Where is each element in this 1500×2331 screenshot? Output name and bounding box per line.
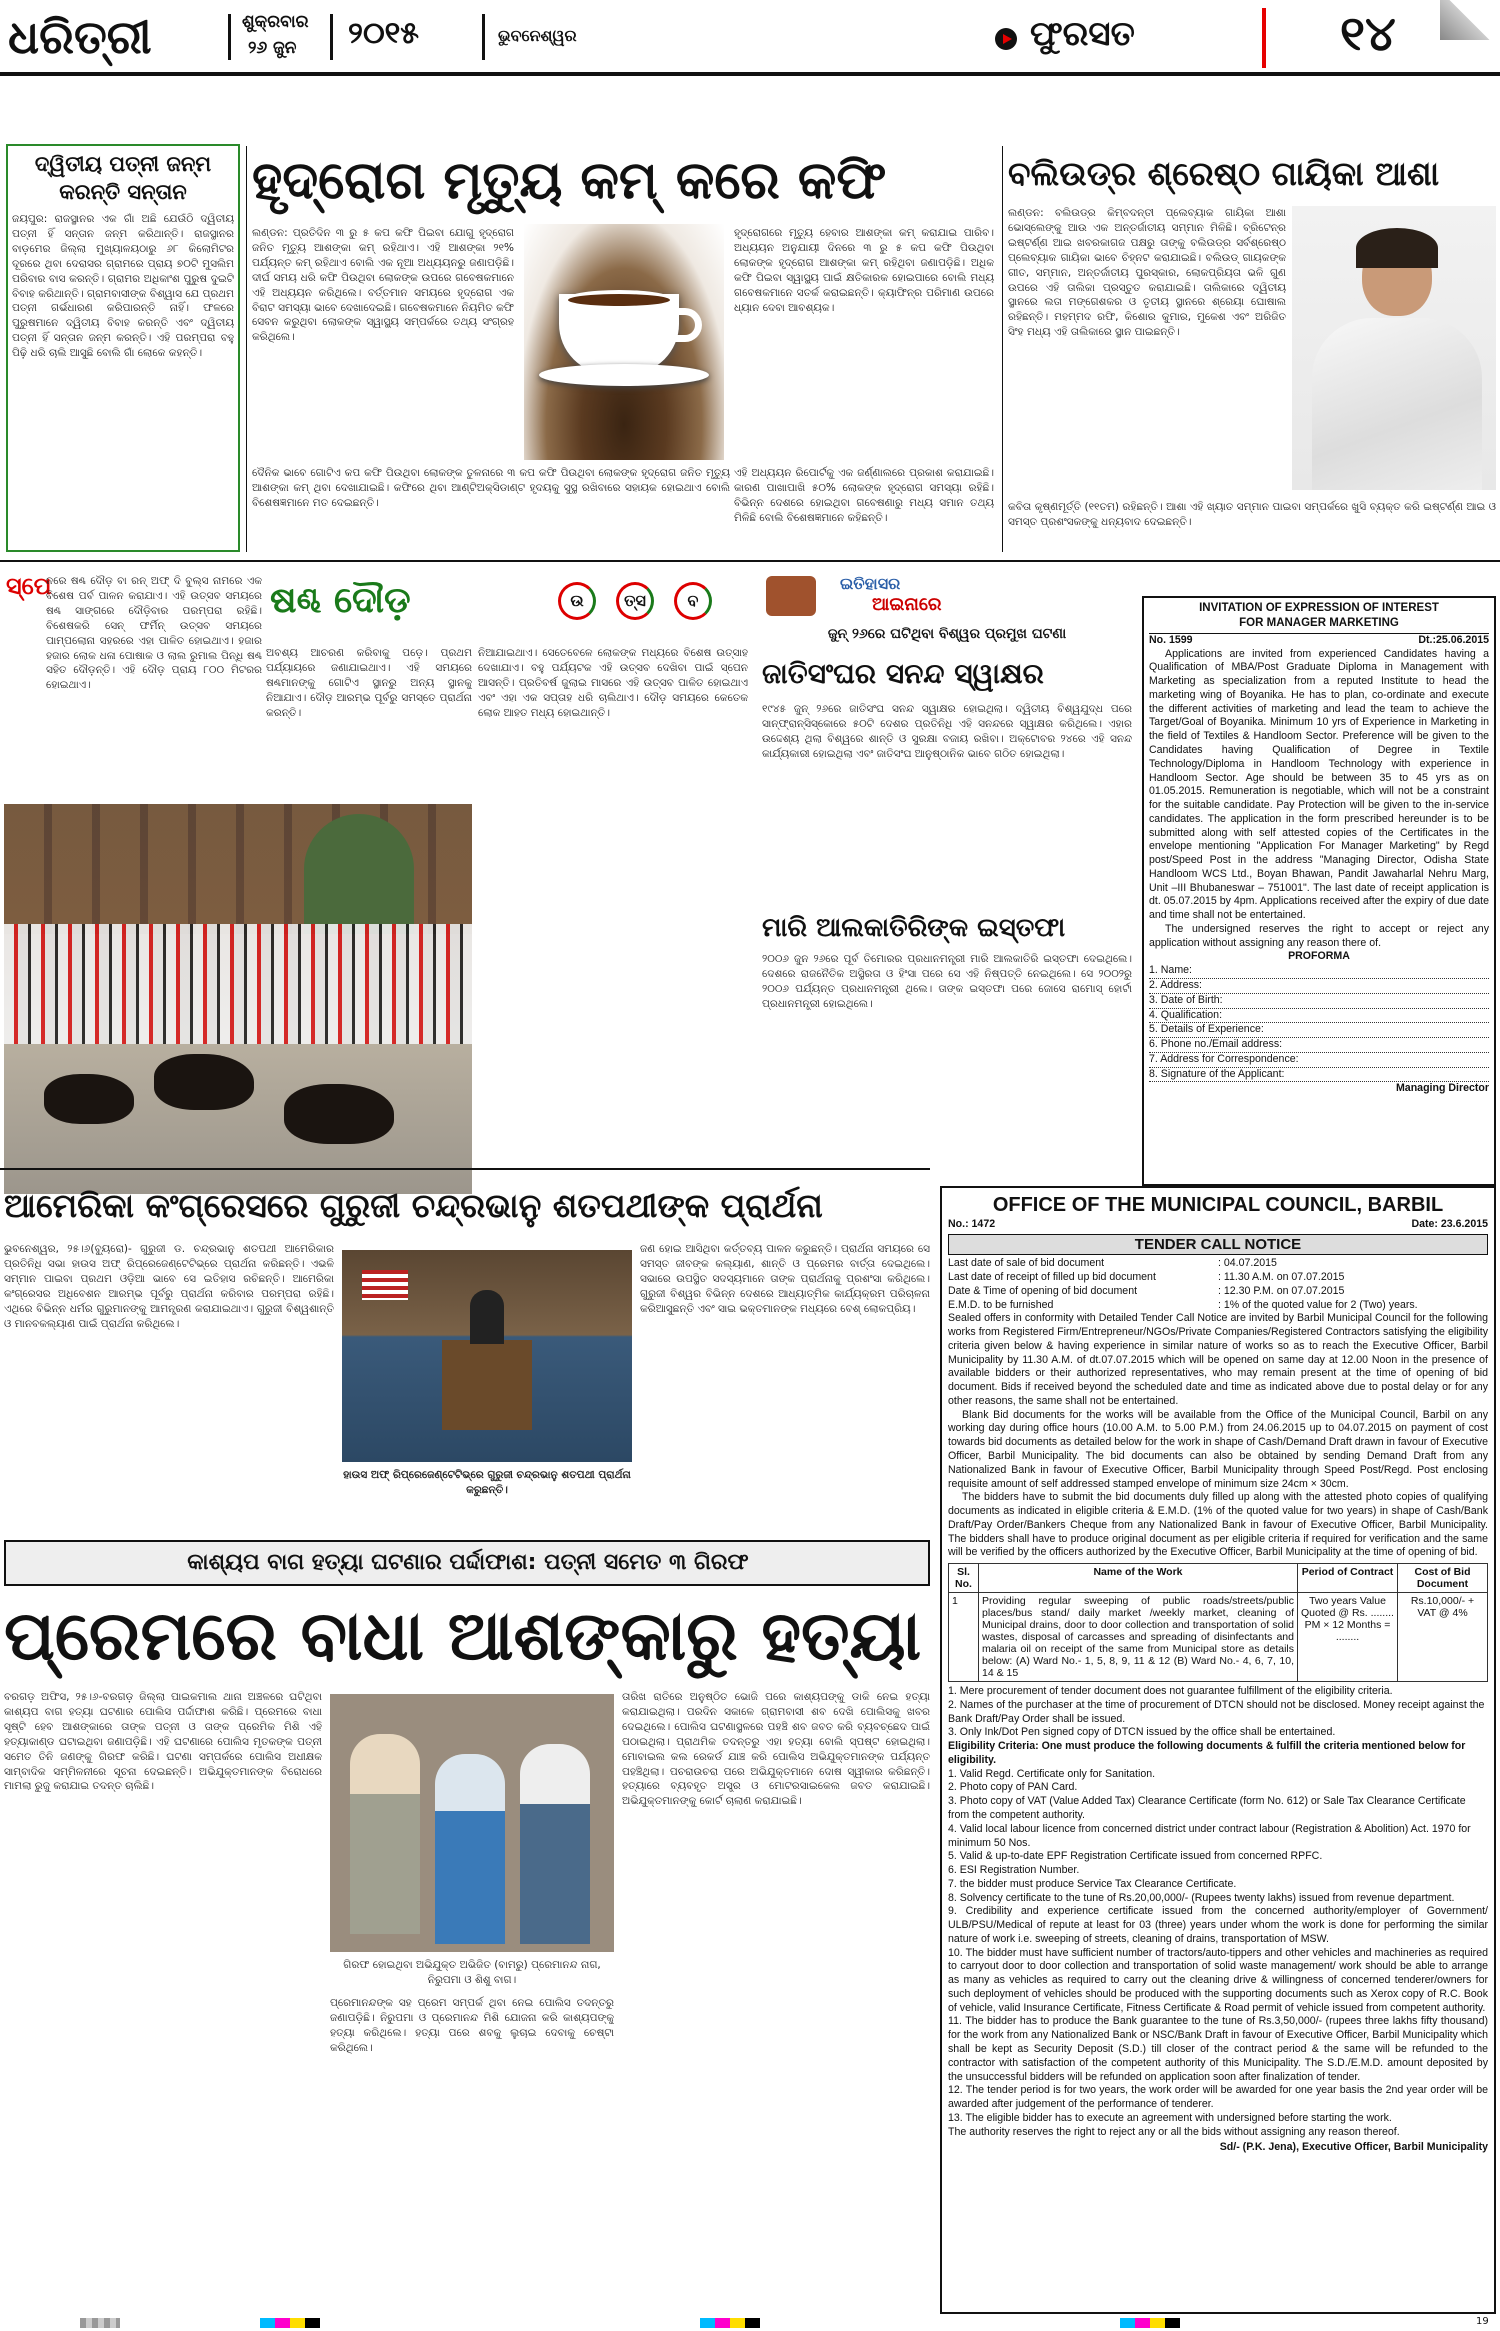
- saucer: [539, 364, 709, 386]
- meta-label: Last date of receipt of filled up bid document: [948, 1271, 1156, 1284]
- photo-saree: [1312, 318, 1482, 490]
- kashyap-headline: ପ୍ରେମରେ ବାଧା ଆଶଙ୍କାରୁ ହତ୍ୟା: [4, 1597, 922, 1676]
- history-subtitle: ଜୁନ୍ ୨୬ରେ ଘଟିଥିବା ବିଶ୍ୱର ପ୍ରମୁଖ ଘଟଣା: [827, 626, 1067, 642]
- color-swatch: [1120, 2318, 1180, 2328]
- ad-proforma: PROFORMA: [1288, 950, 1350, 963]
- ad-body: Applications are invited from experienced Candidates having a Qualification of MBA/Post Graduate Diploma in Management with Marketing as specialization from a reputed Institute to head the marketing wing of Boyanika. He has to plan, co-ordinate and execute the different activities of marketing and lead the team to achieve the Target/Goal of Boyanika. Minimum 10 yrs of Experience in Marketing in the field of Textiles & Handloom Sector. Preference will be given to the Candidates having Qualification of Degree in Textile Technology/Diploma in Handloom Technology with experience in Handloom Sector. Age should be between 35 to 45 yrs as on 01.05.2015. Remuneration is negotiable, which will not be a constraint for the suitable candidate. Pay Protection will be given to the in-service candidates. The application in the form prescribed hereunder is to be submitted along with self attested copies of the Certificates in the envelope mentioning "Application For Manager Marketing" by Regd post/Speed Post in the address "Managing Director, Odisha State Handloom WCS Ltd., Boyan Bhawan, Pandit Jawaharlal Nehru Marg, Unit –III Bhubaneswar – 751001". The last date of receipt application is dt. 05.07.2015 by 4pm. Applications received after the expiry of due date and time shall not be entertained.: [1149, 647, 1489, 922]
- tender-meta-row: [948, 1299, 1488, 1313]
- meta-label: Last date of sale of bid document: [948, 1257, 1105, 1270]
- accused-caption: ଗିରଫ ହୋଇଥିବା ଅଭିଯୁକ୍ତ ଅଭିଜିତ (ବାମରୁ) ପ୍ରେମାନନ୍ଦ ନାଗ, ନିରୁପମା ଓ ଶିଶୁ ବାଗ।: [343, 1959, 601, 1986]
- gate-arch: [304, 814, 414, 934]
- story-title: କରନ୍ତି ସନ୍ତାନ: [59, 180, 187, 204]
- masthead-date: ୨୬ ଜୁନ: [248, 38, 297, 58]
- section-divider: [0, 560, 1500, 562]
- festival-badge: ତ୍ସ: [616, 582, 654, 620]
- proforma-field: 1. Name:: [1149, 964, 1489, 979]
- tender-date: Date: 23.6.2015: [1411, 1218, 1488, 1230]
- proforma-field: 7. Address for Correspondence:: [1149, 1053, 1489, 1068]
- section-divider: [0, 1168, 930, 1170]
- color-swatch: [260, 2318, 320, 2328]
- accused-figure: [435, 1754, 505, 1944]
- kashyap-kicker-box: [4, 1540, 930, 1586]
- bull-headline: ଷଣ୍ଢ ଦୌଡ଼: [270, 580, 411, 621]
- tender-office: OFFICE OF THE MUNICIPAL COUNCIL, BARBIL: [992, 1194, 1444, 1216]
- color-swatch: [700, 2318, 760, 2328]
- tender-title: TENDER CALL NOTICE: [948, 1234, 1488, 1256]
- speaker-figure: [470, 1290, 504, 1344]
- tender-paragraph: Sealed offers in conformity with Detailed Tender Call Notice are invited by Barbil Municipal Council for the following works from Registered Firm/Entrepreneur/NGOs/Private Companies/Registered Contractors satisfying the eligibility criteria given below & having experience in similar nature of works so as to reach the Executive Officer, Barbil Municipality by 11.30 A.M. of dt.07.07.2015 which will be opened on same day at 12.00 Noon in the presence of available bidders or their authorized representatives, who may remain present at the time of opening of bid document. Bids if received beyond the scheduled date and time as indicated above due to postal delay or for any other reasons, the same shall not be entertained.: [948, 1312, 1488, 1407]
- history-box: [762, 572, 1136, 1202]
- newspaper-logo: ଧରିତ୍ରୀ: [8, 10, 152, 64]
- tender-condition: 2. Photo copy of PAN Card.: [948, 1781, 1078, 1794]
- tender-condition: 3. Only Ink/Dot Pen signed copy of DTCN issued by the office shall be entertained.: [948, 1726, 1336, 1739]
- accused-photo: [330, 1694, 614, 1952]
- tender-condition: 11. The bidder has to produce the Bank guarantee to the tune of Rs.3,50,000/- (rupees three lakhs fifty thousand) for the work from any Nationalized Bank or NSC/Bank Draft in favour of Executive Officer, Barbil Municipality which shall be kept as Security Deposit (S.D.) till closer of the contract period & the same will be refunded to the contractor with satisfaction of the competent authority of this Municipality. The S.D./E.M.D. amount deposited by the unsuccessful bidders will be refunded on application soon after finalization of tender.: [948, 2015, 1488, 2083]
- masthead-day: ଶୁକ୍ରବାର: [242, 12, 309, 32]
- ad-reserve: The undersigned reserves the right to accept or reject any application without assigning any reason there of.: [1149, 922, 1489, 949]
- eligibility-heading: Eligibility Criteria: One must produce the following documents & fulfill the criteria mentioned below for eligibility.: [948, 1740, 1466, 1766]
- tender-table: [948, 1563, 1488, 1682]
- bull-figure: [44, 1074, 134, 1124]
- table-row: [949, 1593, 1488, 1682]
- tender-condition: 1. Mere procurement of tender document does not guarantee fulfillment of the eligibility criteria.: [948, 1685, 1393, 1698]
- history-heading: ମାରି ଆଲକାତିରିଙ୍କ ଇସ୍ତଫା: [762, 913, 1066, 943]
- accused-figure: [350, 1734, 420, 1934]
- history-logo-label: ଆଇନାରେ: [872, 594, 942, 615]
- table-cell: Two years Value Quoted @ Rs. ........ PM × 12 Months = ........: [1298, 1593, 1398, 1682]
- meta-label: E.M.D. to be furnished: [948, 1298, 1054, 1311]
- tender-meta-row: [948, 1257, 1488, 1271]
- asha-bhosle-photo: [1292, 206, 1496, 490]
- ad-date: Dt.:25.06.2015: [1418, 633, 1489, 646]
- masthead-divider: [228, 14, 231, 60]
- kashyap-column: ପ୍ରେମାନନ୍ଦଙ୍କ ସହ ପ୍ରେମ ସମ୍ପର୍କ ଥିବା ନେଇ ପୋଲିସ ତଦନ୍ତରୁ ଜଣାପଡ଼ିଛି। ନିରୁପମା ଓ ପ୍ରେମାନନ୍ଦ ମିଶି ଯୋଜନା କରି କାଶ୍ୟପଙ୍କୁ ହତ୍ୟା କରିଥିଲେ। ହତ୍ୟା ପରେ ଶବକୁ ଲୁଚାଇ ଦେବାକୁ ଚେଷ୍ଟା କରିଥିଲେ।: [330, 1997, 614, 2054]
- lead-column: ଏହି ଅଧ୍ୟୟନ ରିପୋର୍ଟକୁ ଏକ ଜର୍ଣ୍ଣାଲରେ ପ୍ରକାଶ କରାଯାଇଛି। କାରଣ ପାଖାପାଖି ୫୦% ଲୋକଙ୍କ ହୃଦ୍‌ରୋଗ ସମସ୍ୟା ରହିଛି। ବିଭିନ୍ନ ଦେଶରେ ହୋଇଥିବା ଗବେଷଣାରୁ ମଧ୍ୟ ସମାନ ତଥ୍ୟ ମିଳିଛି ବୋଲି ବିଶେଷଜ୍ଞମାନେ କହିଛନ୍ତି।: [734, 467, 994, 524]
- tender-condition: 3. Photo copy of VAT (Value Added Tax) Clearance Certificate (form No. 612) or Sale Tax Clearance Certificate from the competent authority.: [948, 1795, 1466, 1821]
- masthead-divider: [330, 14, 333, 60]
- tender-condition: 9. Credibility and experience certificate issued from the concerned authority/employer of Government/ ULB/PSU/Medical of repute at least for 03 (three) years under whom the work is done for performing the similar nature of work i.e. sweeping of streets, cleaning of drains, transportation of MSW.: [948, 1905, 1488, 1945]
- story-second-wife: [6, 144, 240, 552]
- footer-page-number: 19: [1476, 2316, 1489, 2327]
- tender-number: No.: 1472: [948, 1218, 996, 1230]
- asha-body: ଲଣ୍ଡନ: ବଲିଉଡ୍‌ର କିମ୍ବଦନ୍ତୀ ପ୍ଲେବ୍ୟାକ ଗାୟିକା ଆଶା ଭୋସ୍‌ଲେଙ୍କୁ ଆଉ ଏକ ଅନ୍ତର୍ଜାତୀୟ ସମ୍ମାନ ମିଳିଛି। ବ୍ରିଟେନ୍‌ର ଇଷ୍ଟର୍ଣ୍ଣ ଆଇ ଖବରକାଗଜ ପକ୍ଷରୁ ତାଙ୍କୁ ବଲିଉଡ୍‌ର ସର୍ବଶ୍ରେଷ୍ଠ ପ୍ଲେବ୍ୟାକ ଗାୟିକା ଭାବେ ଚିହ୍ନଟ କରାଯାଇଛି। ବଲିଉଡ୍ ଗାୟକଙ୍କ ଗୀତ, ସମ୍ମାନ, ଅନ୍ତର୍ଜାତୀୟ ପୁରସ୍କାର, ଲୋକପ୍ରିୟତା ଭଳି ଗୁଣ ଉପରେ ଏହି ତାଲିକା ପ୍ରସ୍ତୁତ କରାଯାଇଛି। ତାଲିକାରେ ଦ୍ୱିତୀୟ ସ୍ଥାନରେ ଲତା ମଙ୍ଗେଶକର ଓ ତୃତୀୟ ସ୍ଥାନରେ ଶ୍ରେୟା ଘୋଷାଲ ରହିଛନ୍ତି। ମହମ୍ମଦ ରଫି, କିଶୋର କୁମାର, ମୁକେଶ ଏବଂ ଅରିଜିତ ସିଂହ ମଧ୍ୟ ଏହି ତାଲିକାରେ ସ୍ଥାନ ପାଇଛନ୍ତି।: [1008, 207, 1286, 339]
- table-cell: Rs.10,000/- + VAT @ 4%: [1398, 1593, 1488, 1682]
- masthead-city: ଭୁବନେଶ୍ୱର: [498, 26, 577, 45]
- tender-condition: 12. The tender period is for two years, the work order will be awarded for one year basis the 2nd year order will be awarded after judgement of the performance of tenderer.: [948, 2084, 1488, 2111]
- tender-condition: 4. Valid local labour licence from concerned district under contract labour (Registration & Abolition) Act. 1970 for minimum 50 Nos.: [948, 1822, 1471, 1849]
- accused-figure: [520, 1744, 590, 1944]
- table-cell: Providing regular sweeping of public roads/streets/public places/bus stand/ daily market /weekly market, cleaning of Municipal drains, door to door collection and transportation of solid wastes, disposal of carcasses and spreading of disinfectants and malaria oil on receipt of the same from Municipal store as details below: (A) Ward No.- 1, 5, 8, 9, 11 & 12 (B) Ward No.- 4, 6, 7, 10, 14 & 15: [979, 1593, 1298, 1682]
- meta-value: : 12.30 P.M. on 07.07.2015: [1218, 1284, 1345, 1297]
- history-paragraph: ୧୯୪୫ ଜୁନ୍ ୨୬ରେ ଜାତିସଂଘ ସନନ୍ଦ ସ୍ୱାକ୍ଷର ହୋଇଥିଲା। ଦ୍ୱିତୀୟ ବିଶ୍ୱଯୁଦ୍ଧ ପରେ ସାନ୍‌ଫ୍ରାନ୍ସିସ୍କୋରେ ୫୦ଟି ଦେଶର ପ୍ରତିନିଧି ଏହି ସନନ୍ଦରେ ସ୍ୱାକ୍ଷର କରିଥିଲେ। ଏହାର ଉଦ୍ଦେଶ୍ୟ ଥିଲା ବିଶ୍ୱରେ ଶାନ୍ତି ଓ ସୁରକ୍ଷା ବଜାୟ ରଖିବା। ଅକ୍ଟୋବର ୨୪ରେ ଏହି ସନନ୍ଦ କାର୍ଯ୍ୟକାରୀ ହୋଇଥିଲା ଏବଂ ଜାତିସଂଘ ଆନୁଷ୍ଠାନିକ ଭାବେ ଗଠିତ ହୋଇଥିଲା।: [762, 703, 1132, 760]
- masthead-divider: [482, 14, 485, 60]
- guruji-column: ଭୁବନେଶ୍ୱର, ୨୫।୬(ବ୍ୟୁରୋ)- ଗୁରୁଜୀ ଡ. ଚନ୍ଦ୍ରଭାନୁ ଶତପଥୀ ଆମେରିକାର ପ୍ରତିନିଧି ସଭା ହାଉସ ଅଫ୍ ରିପ୍ରେଜେଣ୍ଟେଟିଭ୍‌ରେ ପ୍ରାର୍ଥନା କରିଛନ୍ତି। ଏଭଳି ସମ୍ମାନ ପାଇବା ପ୍ରଥମ ଓଡ଼ିଆ ଭାବେ ସେ ଇତିହାସ ରଚିଛନ୍ତି। ଆମେରିକା କଂଗ୍ରେସର ଅଧିବେଶନ ଆରମ୍ଭ ପୂର୍ବରୁ ପ୍ରାର୍ଥନା କରିବାର ପରମ୍ପରା ରହିଛି। ଏଥିରେ ବିଭିନ୍ନ ଧର୍ମର ଗୁରୁମାନଙ୍କୁ ଆମନ୍ତ୍ରଣ କରାଯାଇଥାଏ। ଗୁରୁଜୀ ବିଶ୍ୱଶାନ୍ତି ଓ ମାନବକଲ୍ୟାଣ ପାଇଁ ପ୍ରାର୍ଥନା କରିଥିଲେ।: [4, 1243, 334, 1330]
- tender-condition: 8. Solvency certificate to the tune of Rs.20,00,000/- (Rupees twenty lakhs) issued from revenue department.: [948, 1891, 1455, 1904]
- advertisement-tender-notice: [940, 1186, 1496, 2314]
- column-rule: [1002, 146, 1003, 552]
- bull-figure: [154, 1054, 254, 1110]
- festival-badge: ବ: [674, 582, 712, 620]
- us-congress-photo: [342, 1250, 632, 1462]
- coffee-cup-photo: [524, 224, 724, 460]
- tender-meta-row: [948, 1285, 1488, 1299]
- table-header-row: [949, 1564, 1488, 1593]
- lead-column: ଲଣ୍ଡନ: ପ୍ରତିଦିନ ୩ ରୁ ୫ କପ କଫି ପିଇବା ଯୋଗୁ ହୃଦ୍‌ରୋଗ ଜନିତ ମୃତ୍ୟୁ ଆଶଙ୍କା କମ୍ ରହିଥାଏ। ଏହି ଆଶଙ୍କା ୨୧% ପର୍ଯ୍ୟନ୍ତ କମ୍ ରହିଥାଏ ବୋଲି ଏକ ନୂଆ ଅଧ୍ୟୟନରୁ ଜଣାପଡ଼ିଛି। ଦୀର୍ଘ ସମୟ ଧରି କଫି ପିଉଥିବା ଲୋକଙ୍କ ଉପରେ ଗବେଷକମାନେ ଏହି ଅଧ୍ୟୟନ କରିଥିଲେ। ବର୍ତ୍ତମାନ ସମୟରେ ହୃଦ୍‌ରୋଗ ଏକ ବିରାଟ ସମସ୍ୟା ଭାବେ ଦେଖାଦେଇଛି। ଗବେଷକମାନେ ନିୟମିତ କଫି ସେବନ କରୁଥିବା ଲୋକଙ୍କ ସ୍ୱାସ୍ଥ୍ୟ ସମ୍ପର୍କରେ ତଥ୍ୟ ସଂଗ୍ରହ କରିଥିଲେ।: [252, 227, 514, 344]
- asha-caption: କବିତା କୃଷ୍ଣମୂର୍ତ୍ତି (୧୧ତମ) ରହିଛନ୍ତି। ଆଶା ଏହି ଖ୍ୟାତ ସମ୍ମାନ ପାଇବା ସମ୍ପର୍କରେ ଖୁସି ବ୍ୟକ୍ତ କରି ଇଷ୍ଟର୍ଣ୍ଣ ଆଇ ଓ ସମସ୍ତ ପ୍ରଶଂସକଙ୍କୁ ଧନ୍ୟବାଦ ଦେଇଛନ୍ତି।: [1008, 501, 1496, 528]
- history-logo-label: ଇତିହାସର: [840, 574, 901, 593]
- history-paragraph: ୨୦୦୬ ଜୁନ ୨୬ରେ ପୂର୍ବ ତିମୋରର ପ୍ରଧାନମନ୍ତ୍ରୀ ମାରି ଆଲକାତିରି ଇସ୍ତଫା ଦେଇଥିଲେ। ଦେଶରେ ରାଜନୈତିକ ଅସ୍ଥିରତା ଓ ହିଂସା ପରେ ସେ ଏହି ନିଷ୍ପତ୍ତି ନେଇଥିଲେ। ସେ ୨୦୦୨ରୁ ୨୦୦୬ ପର୍ଯ୍ୟନ୍ତ ପ୍ରଧାନମନ୍ତ୍ରୀ ଥିଲେ। ତାଙ୍କ ଇସ୍ତଫା ପରେ ଜୋସେ ରାମୋସ୍ ହୋର୍ଟା ପ୍ରଧାନମନ୍ତ୍ରୀ ହୋଇଥିଲେ।: [762, 953, 1132, 1010]
- tender-signature: Sd/- (P.K. Jena), Executive Officer, Barbil Municipality: [1219, 2141, 1488, 2154]
- ad-title: INVITATION OF EXPRESSION OF INTEREST: [1199, 602, 1439, 614]
- tender-meta-row: [948, 1271, 1488, 1285]
- meta-label: Date & Time of opening of bid document: [948, 1284, 1138, 1297]
- crowd: [4, 924, 472, 1044]
- podium: [442, 1340, 532, 1430]
- festival-badge: ଉ: [558, 582, 596, 620]
- advertisement-manager-marketing: [1142, 596, 1496, 1186]
- lead-column: ଦୈନିକ ଭାବେ ଗୋଟିଏ କପ କଫି ପିଉଥିବା ଲୋକଙ୍କ ତୁଳନାରେ ୩ କପ କଫି ପିଉଥିବା ଲୋକଙ୍କ ହୃଦ୍‌ରୋଗ ଜନିତ ମୃତ୍ୟୁ ଆଶଙ୍କା କମ୍ ଥିବା ଦେଖାଯାଇଛି। କଫିରେ ଥିବା ଆଣ୍ଟିଅକ୍ସିଡାଣ୍ଟ ହୃଦୟକୁ ସୁସ୍ଥ ରଖିବାରେ ସହାୟକ ହୋଇଥାଏ ବୋଲି ବିଶେଷଜ୍ଞମାନେ ମତ ଦେଇଛନ୍ତି।: [252, 467, 730, 509]
- bull-story: [4, 572, 752, 1202]
- color-swatch: [80, 2318, 120, 2328]
- ad-ref: [1149, 634, 1489, 648]
- proforma-field: 2. Address:: [1149, 979, 1489, 994]
- kashyap-kicker: କାଶ୍ୟପ ବାଗ ହତ୍ୟା ଘଟଣାର ପର୍ଦ୍ଦାଫାଶ: ପତ୍ନୀ ସମେତ ୩ ଗିରଫ: [187, 1550, 749, 1575]
- table-header: Cost of Bid Document: [1398, 1564, 1488, 1593]
- tender-condition: 5. Valid & up-to-date EPF Registration Certificate issued from concerned RPFC.: [948, 1850, 1323, 1863]
- masthead: [0, 0, 1500, 80]
- guruji-headline: ଆମେରିକା କଂଗ୍ରେସରେ ଗୁରୁଜୀ ଚନ୍ଦ୍ରଭାନୁ ଶତପଥୀଙ୍କ ପ୍ରାର୍ଥନା: [4, 1186, 823, 1225]
- flag: [362, 1270, 408, 1300]
- ad-title: FOR MANAGER MARKETING: [1149, 616, 1489, 634]
- table-header: Name of the Work: [979, 1564, 1298, 1593]
- tender-condition: 6. ESI Registration Number.: [948, 1864, 1080, 1877]
- bull-column: ନିଆଯାଇଥାଏ। ସେତେବେଳେ ଲୋକଙ୍କ ମଧ୍ୟରେ ବିଶେଷ ଉତ୍ସାହ ଦେଖାଯାଏ। ବହୁ ପର୍ଯ୍ୟଟକ ଏହି ଉତ୍ସବ ଦେଖିବା ପାଇଁ ସ୍ପେନ ଆସନ୍ତି। ପ୍ରତିବର୍ଷ ଜୁଲାଇ ମାସରେ ଏହି ଉତ୍ସବ ପାଳିତ ହୋଇଥାଏ ଏବଂ ଏହା ଏକ ସପ୍ତାହ ଧରି ଚାଲିଥାଏ। ଦୌଡ଼ ସମୟରେ କେତେକ ଲୋକ ଆହତ ମଧ୍ୟ ହୋଇଥାନ୍ତି।: [478, 647, 748, 719]
- proforma-field: 8. Signature of the Applicant:: [1149, 1068, 1489, 1083]
- tender-paragraph: The bidders have to submit the bid documents duly filled up along with the attested photo copies of qualifying documents as indicated in eligible criteria & E.M.D. (1% of the quoted value for two years) in shape of Cash/Bank Draft/Pay Order/Bankers Cheque from any Nationalized Bank in favour of Executive Officer, Barbil Municipality. The bidders shall have to produce original document as per eligible criteria if required for verification and the same will be verified by the officers authorized by the Executive Officer, Barbil Municipality at the time of opening of bid.: [948, 1491, 1488, 1559]
- tender-paragraph: Blank Bid documents for the works will be available from the Office of the Municipal Council, Barbil on any working day during office hours (10.00 A.M. to 5.00 P.M.) from 24.06.2015 up to 04.07.2015 on payment of cost towards bid documents as detailed below for the work in shape of Cash/Demand Draft drawn in favour of Executive Officer, Barbil Municipality. The bid documents can also be obtained by sending Demand Draft from any Nationalized Bank in favour of Executive Officer, Barbil Municipality through Speed Post/Regd. Post enclosing requisite amount of self addressed stamped envelope of minimum size 24cm × 30cm.: [948, 1408, 1488, 1490]
- bull-run-photo: [4, 804, 472, 1194]
- drop-cap: ସ୍ପେ: [6, 572, 52, 600]
- history-heading: ଜାତିସଂଘର ସନନ୍ଦ ସ୍ୱାକ୍ଷର: [762, 657, 1044, 690]
- page-number: ୧୪: [1340, 6, 1396, 62]
- guruji-caption: ହାଉସ ଅଫ୍ ରିପ୍ରେଜେଣ୍ଟେଟିଭ୍‌ରେ ଗୁରୁଜୀ ଚନ୍ଦ୍ରଭାନୁ ଶତପଥୀ ପ୍ରାର୍ଥନା କରୁଛନ୍ତି।: [343, 1469, 631, 1496]
- lead-column: ହୃଦ୍‌ରୋଗରେ ମୃତ୍ୟୁ ହେବାର ଆଶଙ୍କା କମ୍ କରାଯାଇ ପାରିବ। ଅଧ୍ୟୟନ ଅନୁଯାୟୀ ଦିନରେ ୩ ରୁ ୫ କପ କଫି ପିଉଥିବା ଲୋକଙ୍କ ହୃଦ୍‌ରୋଗ ଆଶଙ୍କା କମ୍ ରହିଥିବା ଜଣାପଡ଼ିଛି। ଅଧିକ କଫି ପିଇବା ସ୍ୱାସ୍ଥ୍ୟ ପାଇଁ କ୍ଷତିକାରକ ହୋଇପାରେ ବୋଲି ମଧ୍ୟ ଗବେଷକମାନେ ସତର୍କ କରାଇଛନ୍ତି। କ୍ୟାଫିନ୍‌ର ପରିମାଣ ଉପରେ ଧ୍ୟାନ ଦେବା ଆବଶ୍ୟକ।: [734, 227, 994, 314]
- cup-handle: [674, 308, 702, 342]
- bull-figure: [284, 1084, 394, 1144]
- masthead-rule: [0, 72, 1500, 76]
- tender-condition: 13. The eligible bidder has to execute an agreement with undersigned before starting the work.: [948, 2111, 1392, 2124]
- coffee-surface: [564, 290, 674, 310]
- history-logo-icon: [766, 576, 816, 616]
- tender-condition: 1. Valid Regd. Certificate only for Sanitation.: [948, 1767, 1156, 1780]
- photo-hair: [1356, 228, 1438, 268]
- play-icon-triangle: [1003, 34, 1012, 44]
- tender-condition: The authority reserves the right to reject any or all the bids without assigning any reason thereof.: [948, 2125, 1400, 2138]
- asha-headline: ବଲିଉଡ୍‌ର ଶ୍ରେଷ୍ଠ ଗାୟିକା ଆଶା: [1008, 154, 1440, 193]
- print-registration-bar: [0, 2316, 1500, 2331]
- tender-condition: 2. Names of the purchaser at the time of procurement of DTCN should not be disclosed. Money receipt against the Bank Draft/Pay Order shall be issued.: [948, 1698, 1485, 1725]
- table-header: Period of Contract: [1298, 1564, 1398, 1593]
- proforma-field: 5. Details of Experience:: [1149, 1023, 1489, 1038]
- guruji-column: ଜଣ ହୋଇ ଆସିଥିବା କର୍ତ୍ତବ୍ୟ ପାଳନ କରୁଛନ୍ତି। ପ୍ରାର୍ଥନା ସମୟରେ ସେ ସମସ୍ତ ଜୀବଙ୍କ କଲ୍ୟାଣ, ଶାନ୍ତି ଓ ପ୍ରେମର ବାର୍ତ୍ତା ଦେଇଥିଲେ। ସଭାରେ ଉପସ୍ଥିତ ସଦସ୍ୟମାନେ ତାଙ୍କ ପ୍ରାର୍ଥନାକୁ ପ୍ରଶଂସା କରିଥିଲେ। ଗୁରୁଜୀ ବିଶ୍ୱର ବିଭିନ୍ନ ଦେଶରେ ଆଧ୍ୟାତ୍ମିକ କାର୍ଯ୍ୟକ୍ରମ ପରିଚାଳନା କରିଆସୁଛନ୍ତି ଏବଂ ସାଇ ଭକ୍ତମାନଙ୍କ ମଧ୍ୟରେ ବେଶ୍ ଲୋକପ୍ରିୟ।: [640, 1243, 930, 1315]
- ad-number: No. 1599: [1149, 633, 1193, 646]
- tender-meta: [948, 1257, 1488, 1312]
- bull-column: ଅବଶ୍ୟ ଆଚରଣ କରିବାକୁ ପଡ଼େ। ପ୍ରଥମ ପର୍ଯ୍ୟାୟରେ ଜଣାଯାଇଥାଏ। ଏହି ସମୟରେ ଷଣ୍ଢମାନଙ୍କୁ ଗୋଟିଏ ସ୍ଥାନରୁ ଅନ୍ୟ ସ୍ଥାନକୁ ନିଆଯାଏ। ଦୌଡ଼ ଆରମ୍ଭ ପୂର୍ବରୁ ସମସ୍ତେ ପ୍ରାର୍ଥନା କରନ୍ତି।: [266, 647, 472, 719]
- page-fold-corner: [1440, 0, 1500, 40]
- kashyap-column: ବରଗଡ଼ ଅଫିସ, ୨୫।୬-ବରଗଡ଼ ଜିଲ୍ଲା ପାଇକମାଲ ଥାନା ଅଞ୍ଚଳରେ ଘଟିଥିବା କାଶ୍ୟପ ବାଗ ହତ୍ୟା ଘଟଣାର ପୋଲିସ ପର୍ଦ୍ଦାଫାଶ କରିଛି। ପ୍ରେମରେ ବାଧା ସୃଷ୍ଟି ହେବ ଆଶଙ୍କାରେ ତାଙ୍କ ପତ୍ନୀ ଓ ତାଙ୍କ ପ୍ରେମିକ ମିଶି ଏହି ହତ୍ୟାକାଣ୍ଡ ଘଟାଇଥିବା ଜଣାପଡ଼ିଛି। ଏହି ଘଟଣାରେ ପୋଲିସ ମୃତକଙ୍କ ପତ୍ନୀ ସମେତ ତିନି ଜଣଙ୍କୁ ଗିରଫ କରିଛି। ଘଟଣା ସମ୍ପର୍କରେ ପୋଲିସ ଅଧୀକ୍ଷକ ସାମ୍ବାଦିକ ସମ୍ମିଳନୀରେ ସୂଚନା ଦେଇଛନ୍ତି। ଅଭିଯୁକ୍ତମାନଙ୍କ ବିରୋଧରେ ମାମଲା ରୁଜୁ କରାଯାଇ ତଦନ୍ତ ଚାଲିଛି।: [4, 1691, 322, 1793]
- proforma-field: 4. Qualification:: [1149, 1009, 1489, 1024]
- tender-ref: [948, 1218, 1488, 1232]
- kashyap-column: ତାରିଖ ରାତିରେ ଅନୁଷ୍ଠିତ ଭୋଜି ପରେ କାଶ୍ୟପଙ୍କୁ ଡାକି ନେଇ ହତ୍ୟା କରାଯାଇଥିଲା। ପରଦିନ ସକାଳେ ଗ୍ରାମବାସୀ ଶବ ଦେଖି ପୋଲିସକୁ ଖବର ଦେଇଥିଲେ। ପୋଲିସ ଘଟଣାସ୍ଥଳରେ ପହଞ୍ଚି ଶବ ଜବତ କରି ବ୍ୟବଚ୍ଛେଦ ପାଇଁ ପଠାଇଥିଲା। ପ୍ରାଥମିକ ତଦନ୍ତରୁ ଏହା ହତ୍ୟା ବୋଲି ସ୍ପଷ୍ଟ ହୋଇଥିଲା। ମୋବାଇଲ କଲ ରେକର୍ଡ ଯାଞ୍ଚ କରି ପୋଲିସ ଅଭିଯୁକ୍ତମାନଙ୍କ ପର୍ଯ୍ୟନ୍ତ ପହଞ୍ଚିଥିଲା। ପଚରାଉଚରା ପରେ ଅଭିଯୁକ୍ତମାନେ ଦୋଷ ସ୍ୱୀକାର କରିଛନ୍ତି। ହତ୍ୟାରେ ବ୍ୟବହୃତ ଅସ୍ତ୍ର ଓ ମୋଟରସାଇକେଲ ଜବତ କରାଯାଇଛି। ଅଭିଯୁକ୍ତମାନଙ୍କୁ କୋର୍ଟ ଚାଲାଣ କରାଯାଇଛି।: [622, 1691, 930, 1808]
- bull-headline-box: [270, 572, 748, 634]
- meta-value: : 1% of the quoted value for 2 (Two) years.: [1218, 1298, 1418, 1311]
- proforma-field: 6. Phone no./Email address:: [1149, 1038, 1489, 1053]
- bull-body: ନରେ ଷଣ୍ଢ ଦୌଡ଼ ବା ରନ୍ ଅଫ୍ ଦି ବୁଲ୍ସ ନାମରେ ଏକ ବିଶେଷ ପର୍ବ ପାଳନ କରାଯାଏ। ଏହି ଉତ୍ସବ ସମୟରେ ଷଣ୍ଢ ସାଙ୍ଗରେ ଦୌଡ଼ିବାର ପରମ୍ପରା ରହିଛି। ବିଶେଷକରି ସେନ୍ ଫର୍ମିନ୍ ଉତ୍ସବ ସମୟରେ ପାମ୍ପଲୋନା ସହରରେ ଏହା ପାଳିତ ହୋଇଥାଏ। ହଜାର ହଜାର ଲୋକ ଧଳା ପୋଷାକ ଓ ଲାଲ ରୁମାଲ ପିନ୍ଧି ଷଣ୍ଢ ସହିତ ଦୌଡ଼ନ୍ତି। ଏହି ଦୌଡ଼ ପ୍ରାୟ ୮୦୦ ମିଟରର ହୋଇଥାଏ।: [46, 575, 262, 692]
- story-body: ଜୟପୁର: ରାଜସ୍ଥାନର ଏକ ଗାଁ ଅଛି ଯେଉଁଠି ଦ୍ୱିତୀୟ ପତ୍ନୀ ହିଁ ସନ୍ତାନ ଜନ୍ମ କରିଥାନ୍ତି। ରାଜସ୍ଥାନର ବାଡ଼ମେର ଜିଲ୍ଲା ମୁଖ୍ୟାଳୟଠାରୁ ୬୮ କିଲୋମିଟର ଦୂରରେ ଥିବା ଦେରାସର ଗ୍ରାମରେ ପ୍ରାୟ ୭୦ଟି ମୁସଲିମ ପରିବାର ବାସ କରନ୍ତି। ଗ୍ରାମର ଅଧିକାଂଶ ପୁରୁଷ ଦୁଇଟି ବିବାହ କରିଥାନ୍ତି। ଗ୍ରାମବାସୀଙ୍କ ବିଶ୍ୱାସ ଯେ ପ୍ରଥମ ପତ୍ନୀ ଗର୍ଭଧାରଣ କରିପାରନ୍ତି ନାହିଁ। ଫଳରେ ପୁରୁଷମାନେ ଦ୍ୱିତୀୟ ବିବାହ କରନ୍ତି ଏବଂ ଦ୍ୱିତୀୟ ପତ୍ନୀ ହିଁ ସନ୍ତାନ ଜନ୍ମ କରନ୍ତି। ଏହି ପରମ୍ପରା ବହୁ ପିଢ଼ି ଧରି ଚାଲି ଆସୁଛି ବୋଲି ଗାଁ ଲୋକେ କହନ୍ତି।: [12, 213, 234, 360]
- meta-value: : 04.07.2015: [1218, 1257, 1277, 1270]
- ad-signature: Managing Director: [1395, 1082, 1489, 1095]
- story-title: ଦ୍ୱିତୀୟ ପତ୍ନୀ ଜନ୍ମ: [34, 152, 212, 176]
- red-divider: [1262, 8, 1266, 68]
- section-name: ଫୁରସତ: [1030, 14, 1135, 54]
- tender-condition: 7. the bidder must produce Service Tax Clearance Certificate.: [948, 1877, 1237, 1890]
- lead-headline: ହୃଦ୍‌ରୋଗ ମୃତ୍ୟୁ କମ୍ କରେ କଫି: [252, 151, 887, 211]
- masthead-year: ୨୦୧୫: [348, 16, 420, 51]
- column-rule: [246, 146, 247, 552]
- meta-value: : 11.30 A.M. on 07.07.2015: [1218, 1271, 1345, 1284]
- table-header: Sl. No.: [949, 1564, 979, 1593]
- proforma-field: 3. Date of Birth:: [1149, 994, 1489, 1009]
- tender-condition: 10. The bidder must have sufficient number of tractors/auto-tippers and other vehicles and machineries as required to carryout door to door collection and transportation of solid waste management/ work should be able to arrange as many as vehicles as required to carry out the cleaning drive & willingness of concerned tenderer/owners for such deployment of vehicles should be produced with the supporting documents such as Xerox copy of R.C. Book of vehicle, valid Insurance Certificate, Fitness Certificate & Road permit of vehicle issued from competent authority.: [948, 1946, 1488, 2014]
- table-cell: 1: [949, 1593, 979, 1682]
